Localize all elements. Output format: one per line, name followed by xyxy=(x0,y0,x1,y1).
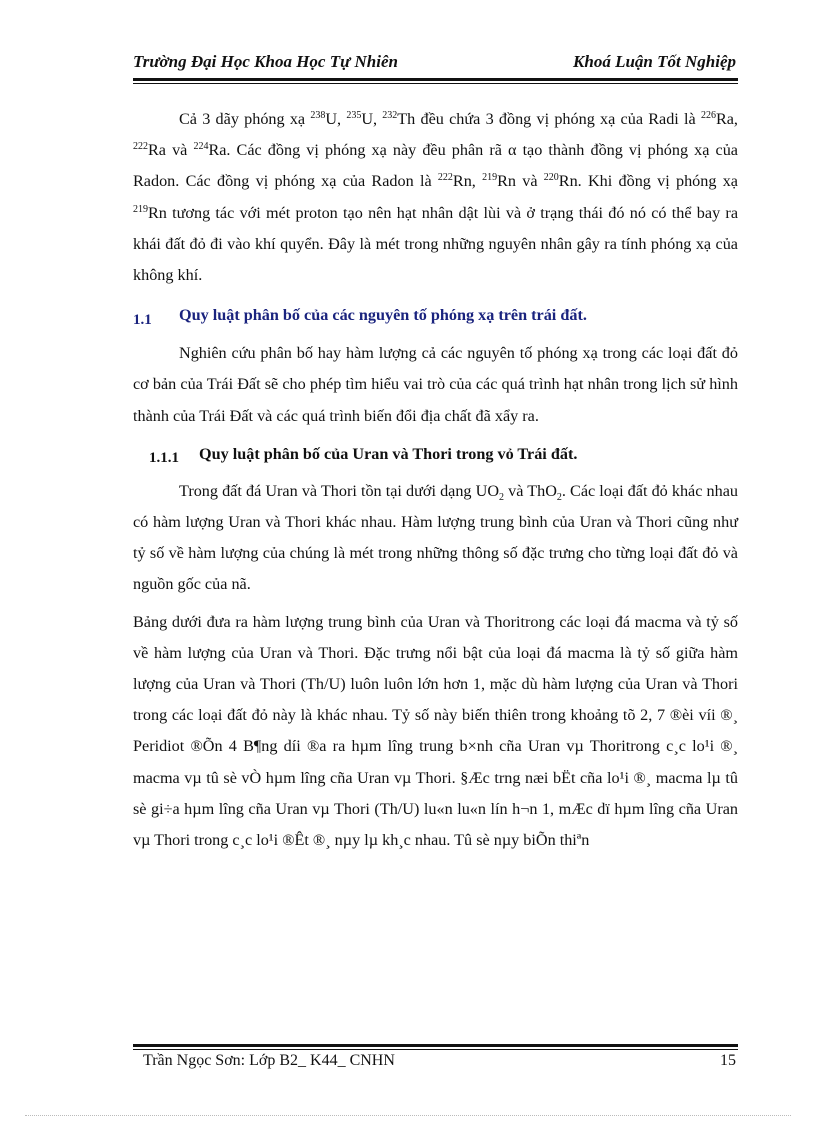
page-bottom-dotted-line xyxy=(25,1115,791,1116)
footer-author: Trần Ngọc Sơn: Lớp B2_ K44_ CNHN xyxy=(143,1052,395,1069)
paragraph-radioactive-series: Cả 3 dãy phóng xạ $^{238}$U, $^{235}$U, $^{232}$Th đều chứa 3 đồng vị phóng xạ của Radi là $^{226}$Ra, $^{222}$Ra và $^{224}$Ra. Các đồng vị phóng xạ này đều phân rã α tạo thành đồng vị phóng xạ của Radon. Các đồng vị phóng xạ của Radon là $^{222}$Rn, $^{219}$Rn và $^{220}$Rn. Khi đồng vị phóng xạ $^{219}$Rn tương tác với mét proton tạo nên hạt nhân dật lùi và ở trạng thái đó nó có thể bay ra khái đất đỏ đi vào khí quyển. Đây là mét trong những nguyên nhân gây ra tính phóng xạ của không khí. xyxy=(133,110,738,285)
section-number: 1.1 xyxy=(133,312,152,329)
subsection-title: Quy luật phân bố của Uran và Thori trong vỏ Trái đất. xyxy=(199,444,578,463)
section-title: Quy luật phân bố của các nguyên tố phóng xạ trên trái đất. xyxy=(179,306,587,325)
header-thesis-title: Khoá Luận Tốt Nghiệp xyxy=(573,52,736,71)
footer-rule-thin xyxy=(133,1049,738,1050)
header-rule-thin xyxy=(133,83,738,84)
page-header xyxy=(133,52,736,76)
paragraph-uran-thori-forms: Trong đất đá Uran và Thori tồn tại dưới dạng $UO_2$ và ThO$_2$. Các loại đất đỏ khác nhau có hàm lượng Uran và Thori khác nhau. Hàm lượng trung bình của Uran và Thori cũng như tỷ số về hàm lượng của chúng là mét trong những thông số đặc trưng cho từng loại đất đỏ và nguồn gốc của nã. xyxy=(133,481,738,594)
subsection-number: 1.1.1 xyxy=(149,449,179,466)
page-number: 15 xyxy=(720,1052,736,1069)
paragraph-distribution-study: Nghiên cứu phân bố hay hàm lượng cả các nguyên tố phóng xạ trong các loại đất đỏ cơ bản của Trái Đất sẽ cho phép tìm hiểu vai trò của các quá trình hạt nhân trong lịch sử hình thành của Trái Đất và các quá trình biến đổi địa chất đã xẩy ra. xyxy=(133,344,738,425)
section-heading-1-1 xyxy=(133,299,738,336)
header-university: Trường Đại Học Khoa Học Tự Nhiên xyxy=(133,52,398,71)
header-rule-thick xyxy=(133,78,738,81)
section-heading-1-1-1 xyxy=(149,438,738,474)
footer-rule-thick xyxy=(133,1044,738,1047)
paragraph-macma-table-intro: Bảng dưới đưa ra hàm lượng trung bình của Uran và Thoritrong các loại đá macma và tỷ số về hàm lượng của Uran và Thori. Đặc trưng nổi bật của loại đá macma là tỷ số giữa hàm lượng của Uran và Thori (Th/U) luôn luôn lớn hơn 1, mặc dù hàm lượng của Uran và Thori trong các loại đất đỏ này là khác nhau. Tỷ số này biến thiên trong khoảng tõ 2, 7 ®èi víi ®¸ Peridiot ®Õn 4 B¶ng díi ®a ra hµm lîng trung b×nh cña Uran vµ Thoritrong c¸c lo¹i ®¸ macma vµ tû sè vÒ hµm lîng cña Uran vµ Thori. §Æc trng næi bËt cña lo¹i ®¸ macma lµ tû sè gi÷a hµm lîng cña Uran vµ Thori (Th/U) lu«n lu«n lín h¬n 1, mÆc dï hµm lîng cña Uran vµ Thori trong c¸c lo¹i ®Êt ®¸ nµy lµ kh¸c nhau. Tû sè nµy biÕn thiªn xyxy=(133,612,738,850)
page-body xyxy=(133,104,738,856)
